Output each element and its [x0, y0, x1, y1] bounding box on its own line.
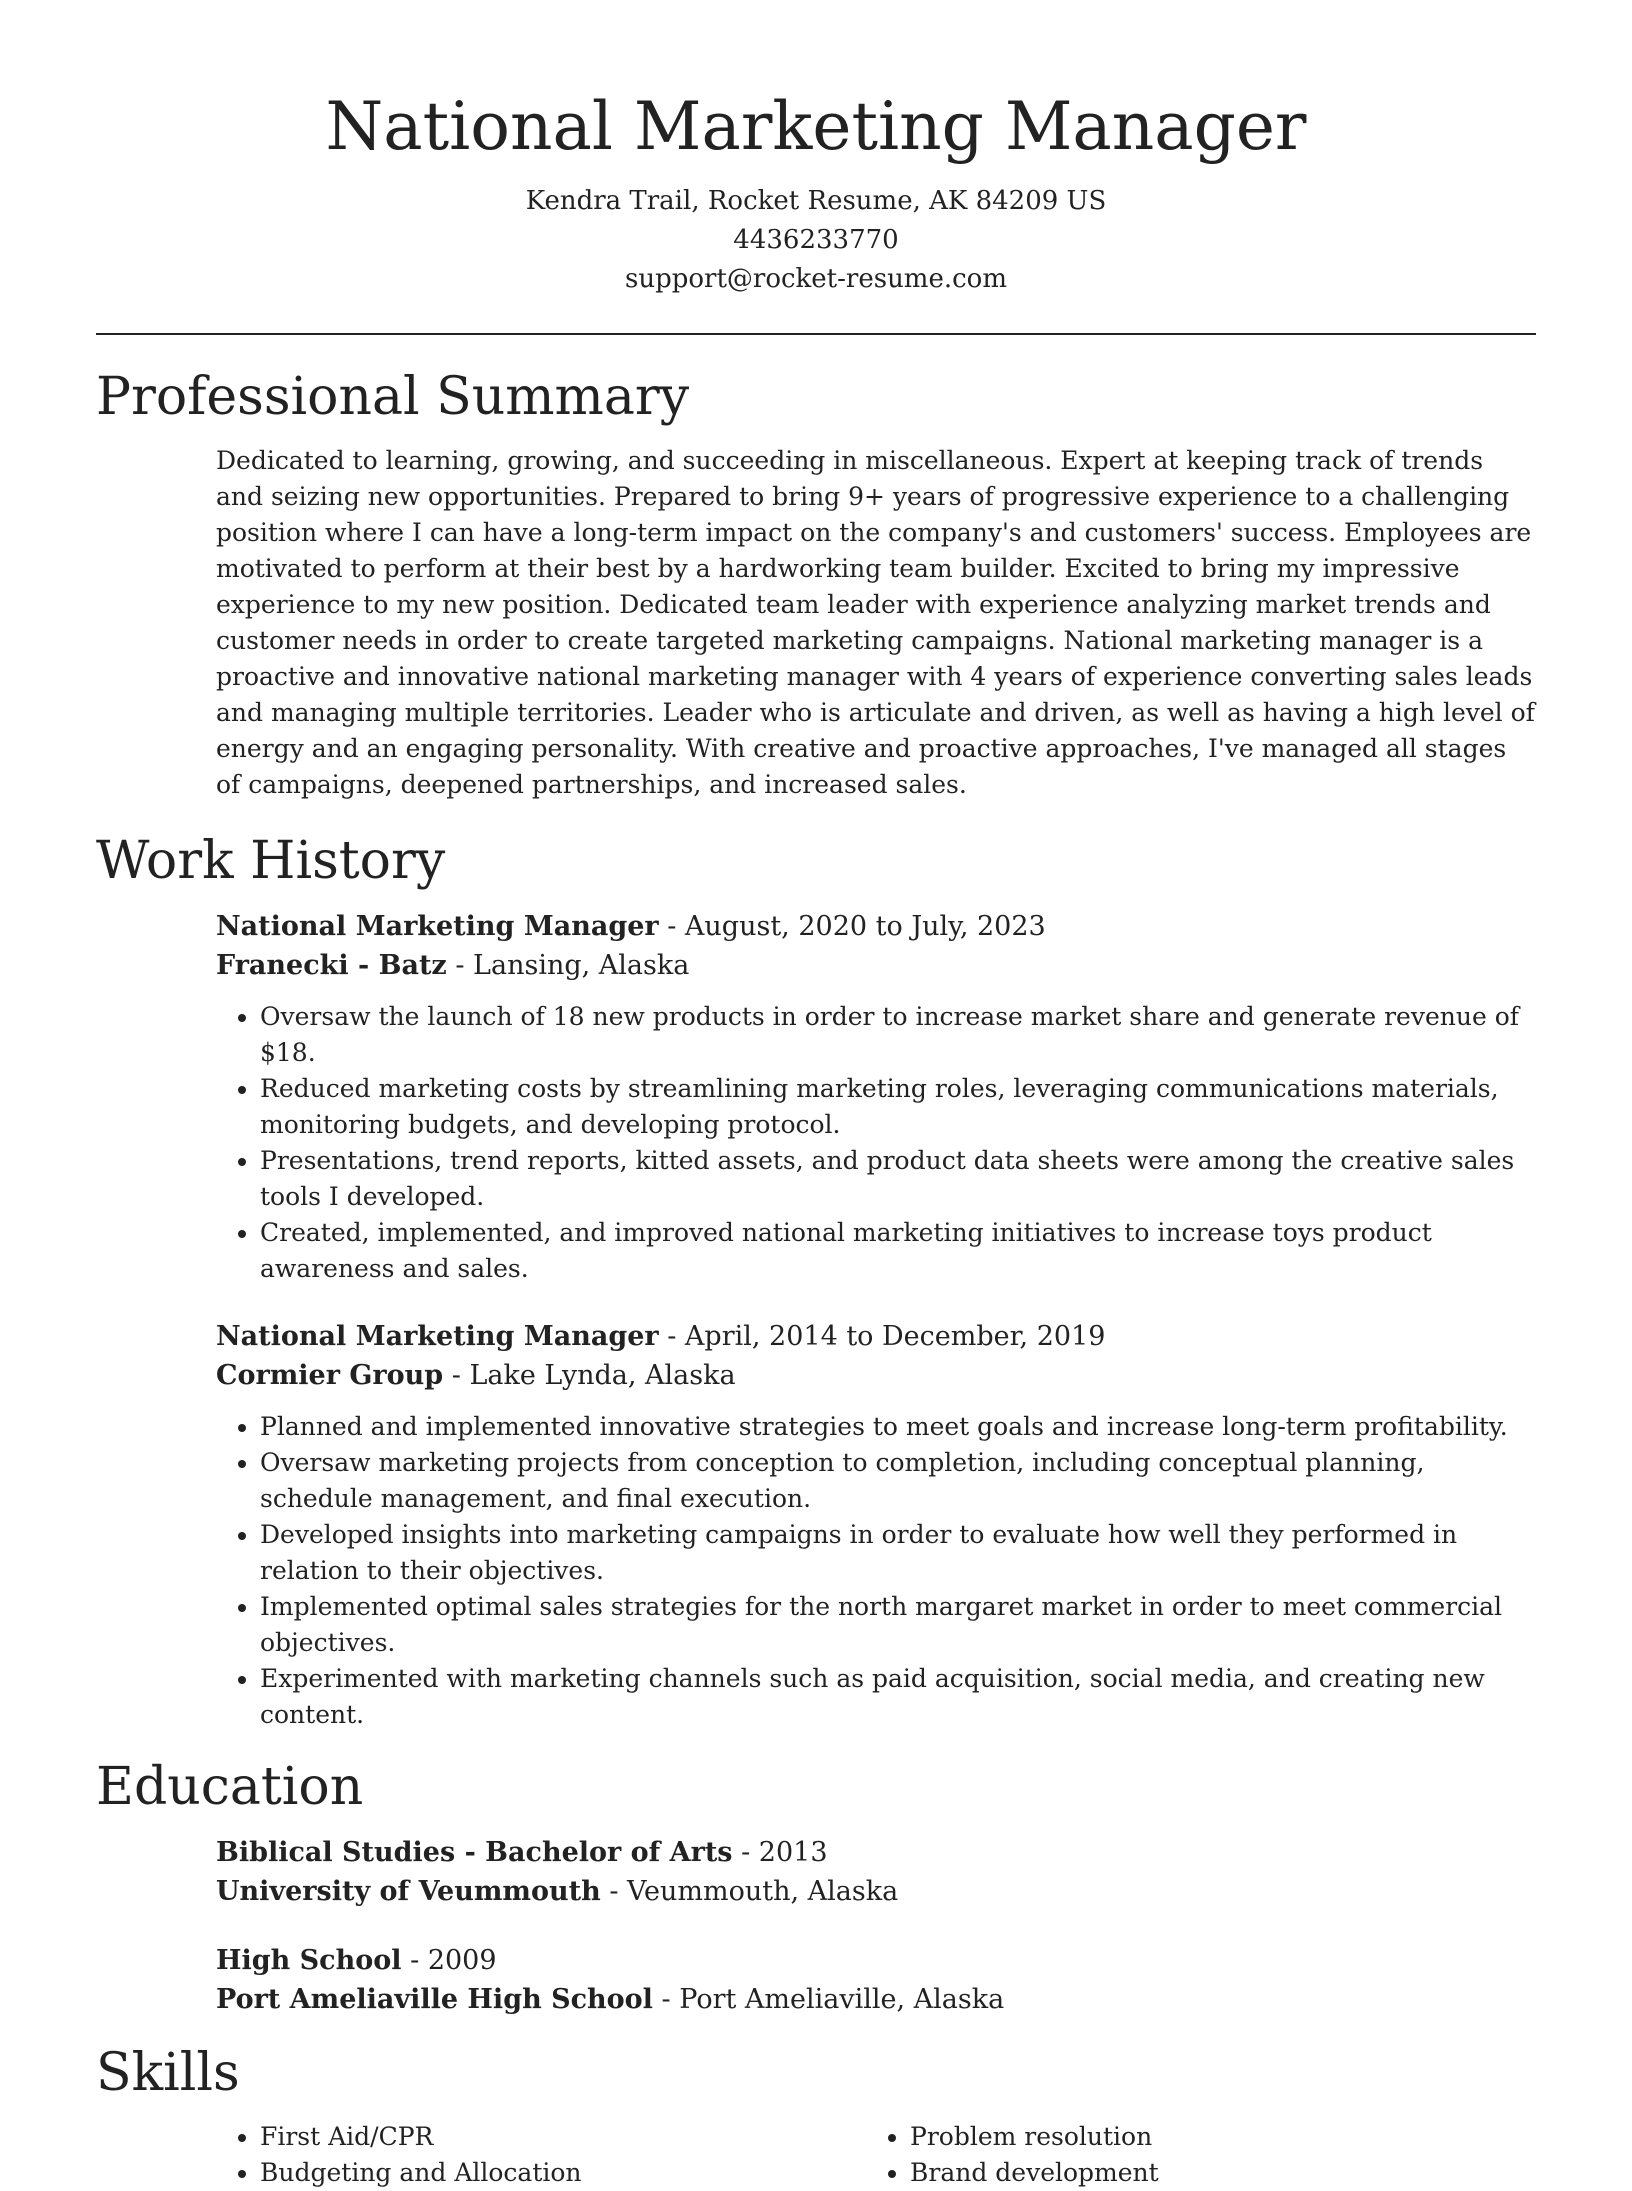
- job-role: National Marketing Manager: [216, 1321, 659, 1352]
- job-bullet: • Reduced marketing costs by streamlining marketing roles, leveraging communications materials, monitoring budgets, and developing protocol.: [260, 1071, 1536, 1143]
- education-school: University of Veummouth: [216, 1876, 601, 1907]
- skills-section: [96, 2041, 1536, 2191]
- resume-header: [96, 0, 1536, 299]
- job-bullet: • Planned and implemented innovative strategies to meet goals and increase long-term profitability.: [260, 1409, 1536, 1445]
- job-bullet: • Created, implemented, and improved national marketing initiatives to increase toys product awareness and sales.: [260, 1215, 1536, 1287]
- education-degree: High School: [216, 1945, 402, 1976]
- job-company-line: [216, 946, 1536, 985]
- resume-page: [96, 0, 1536, 2191]
- job-company-line: [216, 1356, 1536, 1395]
- job-role: National Marketing Manager: [216, 911, 659, 942]
- candidate-name: National Marketing Manager: [325, 88, 1307, 165]
- contact-address: Kendra Trail, Rocket Resume, AK 84209 US: [525, 186, 1107, 216]
- job-bullet: • Developed insights into marketing campaigns in order to evaluate how well they performed in relation to their objectives.: [260, 1517, 1536, 1589]
- job-bullet: • Presentations, trend reports, kitted assets, and product data sheets were among the creative sales tools I developed.: [260, 1143, 1536, 1215]
- job-bullets: [216, 1409, 1536, 1733]
- job-title-line: [216, 1317, 1536, 1356]
- skills-title: Skills: [96, 2043, 240, 2103]
- job-entry: [96, 1317, 1536, 1733]
- work-section: [96, 829, 1536, 1733]
- education-degree: Biblical Studies - Bachelor of Arts: [216, 1837, 733, 1868]
- education-degree-line: [216, 1941, 1536, 1980]
- skills-column-left: [216, 2119, 866, 2191]
- education-location: - Port Ameliaville, Alaska: [652, 1984, 1005, 2015]
- job-bullet: • Experimented with marketing channels such as paid acquisition, social media, and creating new content.: [260, 1661, 1536, 1733]
- job-company: Franecki - Batz: [216, 950, 447, 981]
- education-school-line: [216, 1872, 1536, 1911]
- skills-grid: [216, 2119, 1536, 2191]
- skill-item: • First Aid/CPR: [260, 2119, 866, 2155]
- skill-item: • Budgeting and Allocation: [260, 2155, 866, 2191]
- education-school-line: [216, 1980, 1536, 2019]
- summary-section: [96, 365, 1536, 803]
- contact-block: [96, 182, 1536, 299]
- education-section: [96, 1755, 1536, 2019]
- job-dates: - April, 2014 to December, 2019: [658, 1321, 1106, 1352]
- skill-item: • Brand development: [910, 2155, 1516, 2191]
- work-title: Work History: [96, 831, 446, 891]
- job-location: - Lansing, Alaska: [446, 950, 690, 981]
- education-year: - 2013: [732, 1837, 828, 1868]
- summary-title: Professional Summary: [96, 367, 690, 427]
- education-school: Port Ameliaville High School: [216, 1984, 653, 2015]
- contact-phone: 4436233770: [733, 225, 899, 255]
- education-title: Education: [96, 1757, 364, 1817]
- contact-email: support@rocket-resume.com: [624, 264, 1007, 294]
- education-location: - Veummouth, Alaska: [600, 1876, 899, 1907]
- job-dates: - August, 2020 to July, 2023: [658, 911, 1046, 942]
- job-bullet: • Oversaw the launch of 18 new products in order to increase market share and generate revenue of $18.: [260, 999, 1536, 1071]
- education-year: - 2009: [401, 1945, 497, 1976]
- skills-column-right: [866, 2119, 1516, 2191]
- job-bullet: • Implemented optimal sales strategies for the north margaret market in order to meet commercial objectives.: [260, 1589, 1536, 1661]
- education-entry: [96, 1941, 1536, 2019]
- skill-item: • Problem resolution: [910, 2119, 1516, 2155]
- job-bullets: [216, 999, 1536, 1287]
- education-entry: [96, 1833, 1536, 1911]
- job-bullet: • Oversaw marketing projects from conception to completion, including conceptual planning, schedule management, and final execution.: [260, 1445, 1536, 1517]
- summary-text: Dedicated to learning, growing, and succeeding in miscellaneous. Expert at keeping track of trends and seizing new opportunities. Prepared to bring 9+ years of progressive experience to a challenging position where I can have a long-term impact on the company's and customers' success. Employees are motivated to perform at their best by a hardworking team builder. Excited to bring my impressive experience to my new position. Dedicated team leader with experience analyzing market trends and customer needs in order to create targeted marketing campaigns. National marketing manager is a proactive and innovative national marketing manager with 4 years of experience converting sales leads and managing multiple territories. Leader who is articulate and driven, as well as having a high level of energy and an engaging personality. With creative and proactive approaches, I've managed all stages of campaigns, deepened partnerships, and increased sales.: [216, 446, 1535, 799]
- job-entry: [96, 907, 1536, 1287]
- header-divider: [96, 333, 1536, 335]
- job-location: - Lake Lynda, Alaska: [443, 1360, 736, 1391]
- skills-list: [866, 2119, 1516, 2191]
- skills-list: [216, 2119, 866, 2191]
- education-degree-line: [216, 1833, 1536, 1872]
- job-title-line: [216, 907, 1536, 946]
- job-company: Cormier Group: [216, 1360, 444, 1391]
